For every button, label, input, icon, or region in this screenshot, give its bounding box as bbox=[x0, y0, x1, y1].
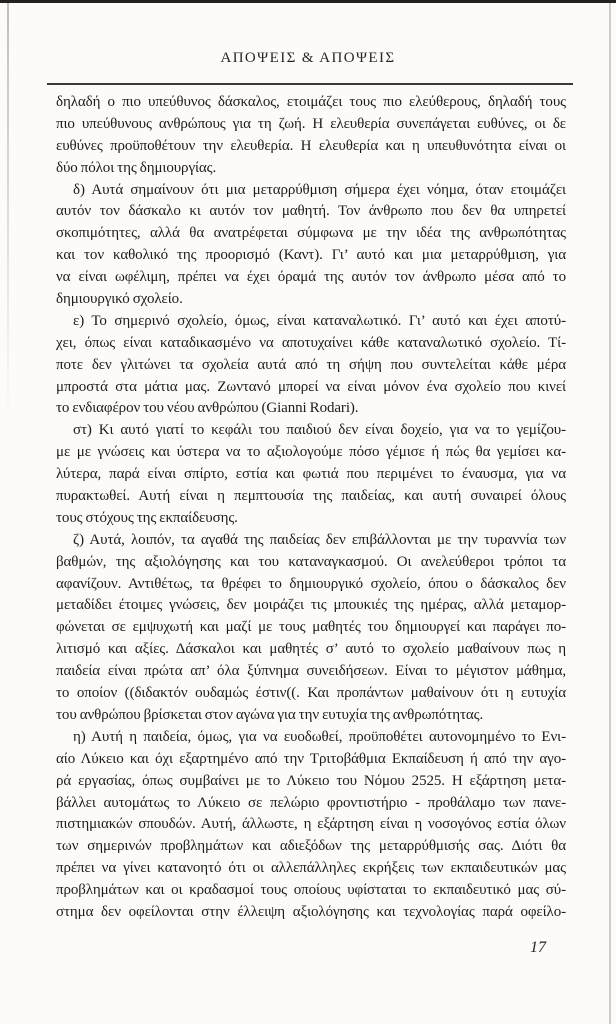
text-line: μπροστά στα μάτια μας. Ζωντανό μπορεί να είναι μόνον ένα σχολείο που κινεί bbox=[56, 378, 566, 395]
text-line: αυτόν τον δάσκαλο κι αυτόν τον μαθητή. Τον άνθρωπο που δεν θα υπηρετεί bbox=[56, 203, 566, 220]
text-line: πρέπει να γίνει κατανοητό ότι οι αλλεπάλληλες εκρήξεις των εκπαιδευτικών μας bbox=[56, 860, 566, 877]
scan-edge-top bbox=[0, 0, 616, 3]
scan-edge-right bbox=[609, 3, 611, 1024]
text-line: δ) Αυτά σημαίνουν ότι μια μεταρρύθμιση σήμερα έχει νόημα, όταν ετοιμάζει bbox=[73, 181, 566, 198]
text-line: να είναι ωφέλιμη, πρέπει να έχει όραμά της αυτόν τον άνθρωπο μέσα από το bbox=[56, 269, 566, 286]
paragraph bbox=[56, 420, 566, 529]
text-line: φώνεται σε εμψυχωτή και μαζί με τους μαθητές του δημιουργεί και παράγει πο- bbox=[56, 619, 566, 636]
text-line: στημα δεν οφείλονται στην έλλειψη αξιολόγησης και τεχνολογίας παρά οφείλο- bbox=[56, 903, 566, 920]
text-line: μεταδίδει έτοιμες γνώσεις, δεν μοιράζει τις μπουκιές της ημέρας, αλλά μεταμορ- bbox=[56, 597, 566, 614]
text-line: ευθύνες προϋποθέτουν την ελευθερία. Η ελευθερία και η υπευθυνότητα είναι οι bbox=[56, 137, 566, 154]
text-line: ποτε δεν γλιτώνει τα σχολεία αυτά από τη σήψη που συντελείται κάθε μέρα bbox=[56, 356, 566, 373]
text-line: χει, όπως είναι καταδικασμένο να αποτυχαίνει κάθε καταναλωτικό σχολείο. Τί- bbox=[56, 334, 566, 351]
paragraph bbox=[56, 311, 566, 420]
text-line: τους στόχους της εκπαίδευσης. bbox=[56, 509, 238, 526]
text-line: των σημερινών προβλημάτων και αδιεξόδων της μεταρρύθμισής σας. Διότι θα bbox=[56, 838, 566, 855]
text-line: αφανίζουν. Αντιθέτως, τα θρέφει το δημιουργικό σχολείο, όπου ο δάσκαλος δεν bbox=[56, 575, 566, 592]
paragraph bbox=[56, 530, 566, 727]
text-line: λιτισμό και αξίες. Δάσκαλοι και μαθητές σ’ αυτό το σχολείο μαθαίνουν πως η bbox=[56, 641, 566, 658]
running-header: ΑΠΟΨΕΙΣ & ΑΠΟΨΕΙΣ bbox=[220, 50, 396, 66]
text-line: πιο υπεύθυνους ανθρώπους για τη ζωή. Η ελευθερία συνεπάγεται ευθύνες, οι δε bbox=[56, 115, 566, 132]
text-block bbox=[56, 92, 566, 924]
text-line: βαθμών, της αξιολόγησης και του καταναγκασμού. Οι ανελεύθεροι τρόποι τα bbox=[56, 553, 566, 570]
text-line: με με γνώσεις και ύστερα να το αξιολογούμε πόσο γέμισε ή πώς θα γεμίσει κα- bbox=[56, 444, 566, 461]
header-rule bbox=[47, 83, 573, 85]
text-line: και τον καθολικό της προορισμό (Καντ). Γι’ αυτό και μια μεταρρύθμιση, για bbox=[56, 247, 566, 264]
text-line: ζ) Αυτά, λοιπόν, τα αγαθά της παιδείας δεν επιβάλλονται με την τυραννία των bbox=[73, 531, 566, 548]
text-line: δηλαδή ο πιο υπεύθυνος δάσκαλος, ετοιμάζει τους πιο ελεύθερους, δηλαδή τους bbox=[56, 94, 566, 110]
text-line: στ) Κι αυτό γιατί το κεφάλι του παιδιού δεν είναι δοχείο, για να το γεμίζου- bbox=[73, 422, 566, 439]
text-line: σκοπιμότητες, αλλά θα ανατρέφεται σύμφωνα με την ιδέα της ανθρωπότητας bbox=[56, 225, 566, 242]
paragraph bbox=[56, 92, 566, 180]
text-line: δύο πόλοι της δημιουργίας. bbox=[56, 159, 217, 176]
text-line: ε) Το σημερινό σχολείο, όμως, είναι καταναλωτικό. Γι’ αυτό και έχει αποτύ- bbox=[73, 312, 566, 329]
text-line: πιστημιακών σπουδών. Αυτή, άλλωστε, η εξάρτηση είναι η νοσογόνος εστία όλων bbox=[56, 816, 566, 833]
text-line: το οποίον ((διδακτόν ουδαμώς έστιν((. Και προπάντων μαθαίνουν ότι η ευτυχία bbox=[56, 685, 566, 702]
text-line: παιδεία είναι πρώτα απ’ όλα ξύπνημα συνειδήσεων. Είναι το μέγιστον μάθημα, bbox=[56, 663, 566, 680]
text-line: αίο Λύκειο και όχι εξαρτημένο από την Τριτοβάθμια Εκπαίδευση ή από την αγο- bbox=[56, 750, 566, 767]
text-line: ρά εργασίας, όπως συμβαίνει με το Λύκειο του Νόμου 2525. Η εξάρτηση μετα- bbox=[56, 772, 566, 789]
paragraph bbox=[56, 180, 566, 311]
text-line: το ενδιαφέρον του νέου ανθρώπου (Gianni Rodari). bbox=[56, 400, 359, 417]
page-number: 17 bbox=[530, 939, 546, 956]
text-line: δημιουργικό σχολείο. bbox=[56, 291, 183, 308]
text-line: του ανθρώπου βρίσκεται στον αγώνα για την ευτυχία της ανθρωπότητας. bbox=[56, 706, 484, 723]
paragraph bbox=[56, 727, 566, 924]
text-line: προβλημάτων και οι κραδασμοί τους οποίους υφίσταται το εκπαιδευτικό μας σύ- bbox=[56, 882, 566, 899]
text-line: η) Αυτή η παιδεία, όμως, για να ευοδωθεί, προϋποθέτει αυτονομημένο το Ενι- bbox=[73, 728, 566, 745]
text-line: πυρακτωθεί. Αυτή είναι η πεμπτουσία της παιδείας, και αυτή συναιρεί όλους bbox=[56, 488, 566, 505]
text-line: βάλλει αυτομάτως το Λύκειο σε πελώριο φροντιστήριο - προθάλαμο των πανε- bbox=[56, 794, 566, 811]
text-line: λύτερα, παρά είναι σπίρτο, εστία και φωτιά που περιμένει το έναυσμα, για να bbox=[56, 466, 566, 483]
